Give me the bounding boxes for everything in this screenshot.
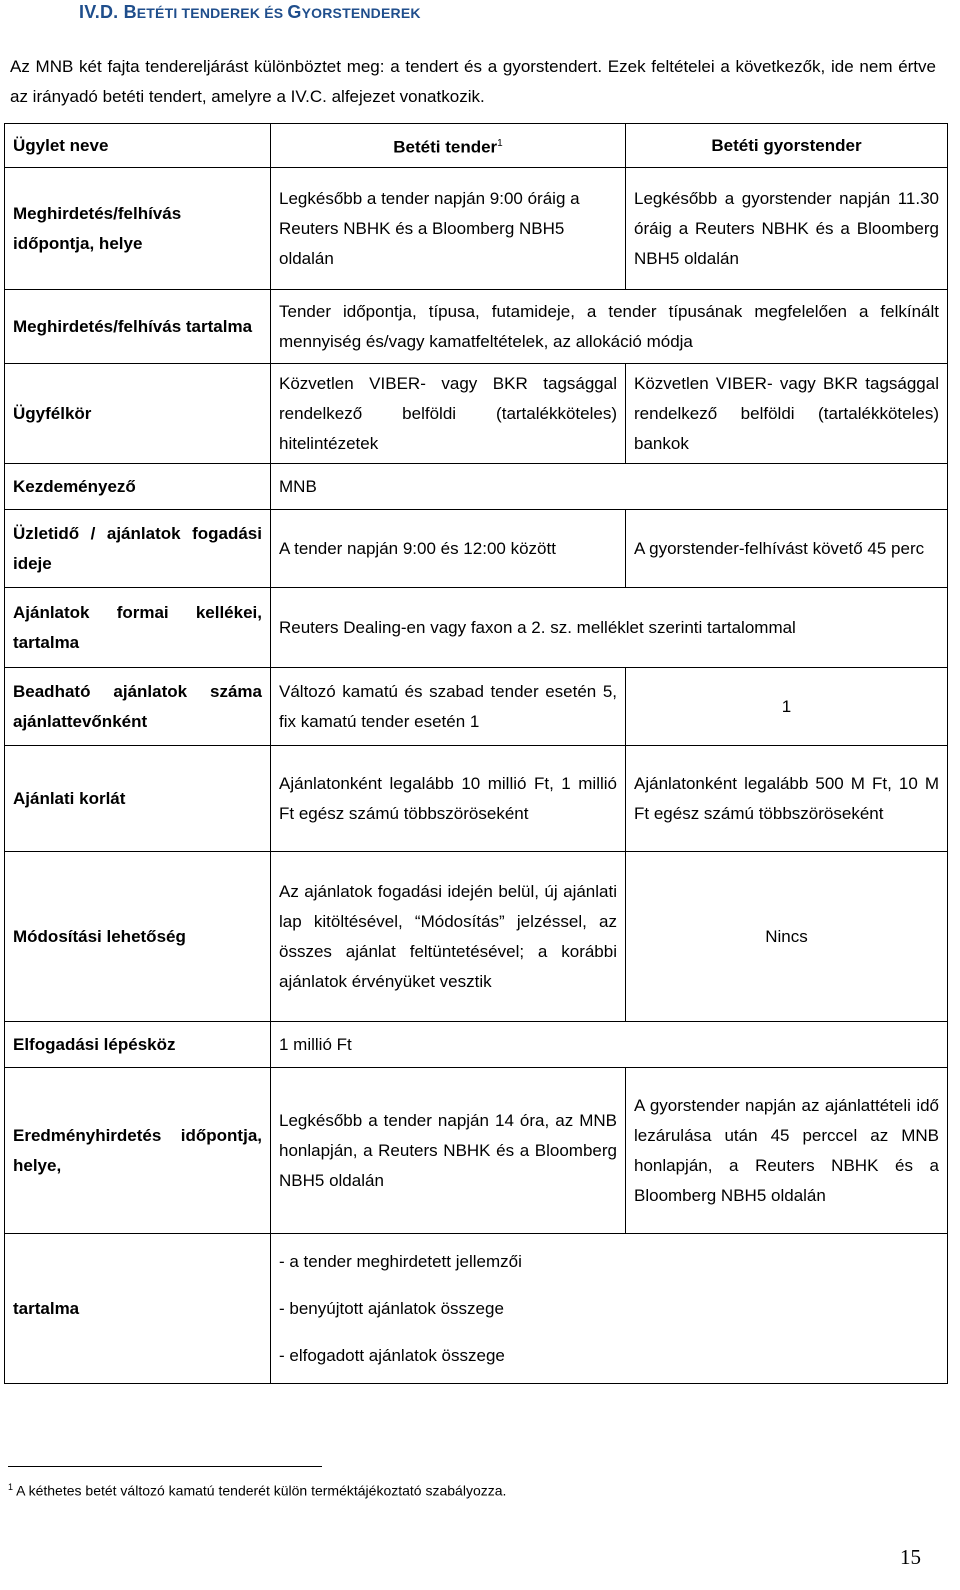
- header-ugylet-neve: Ügylet neve: [5, 124, 271, 168]
- list-item: - benyújtott ajánlatok összege: [279, 1299, 504, 1318]
- tender-cell: Legkésőbb a tender napján 9:00 óráig a Reuters NBHK és a Bloomberg NBH5 oldalán: [271, 168, 626, 290]
- table-row: [5, 1068, 948, 1234]
- gyorstender-cell: Legkésőbb a gyorstender napján 11.30 óráig a Reuters NBHK és a Bloomberg NBH5 oldalán: [626, 168, 948, 290]
- row-label: Üzletidő / ajánlatok fogadási ideje: [5, 510, 271, 588]
- gyorstender-cell: A gyorstender napján az ajánlattételi idő lezárulása után 45 perccel az MNB honlapján, a Reuters NBHK és a Bloomberg NBH5 oldalán: [626, 1068, 948, 1234]
- heading-cap-1: B: [123, 2, 137, 22]
- row-label: Ajánlati korlát: [5, 746, 271, 852]
- table-row: [5, 290, 948, 364]
- header-beteti-tender: [271, 124, 626, 168]
- row-label: tartalma: [5, 1234, 271, 1384]
- row-label: Kezdeményező: [5, 464, 271, 510]
- merged-cell: 1 millió Ft: [271, 1022, 948, 1068]
- section-heading: [79, 2, 421, 23]
- gyorstender-cell: Közvetlen VIBER- vagy BKR tagsággal rendelkező belföldi (tartalékköteles) bankok: [626, 364, 948, 464]
- footnote: [8, 1482, 506, 1499]
- table-row: [5, 588, 948, 668]
- tender-cell: A tender napján 9:00 és 12:00 között: [271, 510, 626, 588]
- table-row: [5, 1234, 948, 1384]
- tender-cell: Az ajánlatok fogadási idején belül, új ajánlati lap kitöltésével, “Módosítás” jelzéssel, az összes ajánlat feltüntetésével; a korábbi ajánlatok érvényüket vesztik: [271, 852, 626, 1022]
- list-item: - a tender meghirdetett jellemzői: [279, 1252, 522, 1271]
- row-label: Ügyfélkör: [5, 364, 271, 464]
- row-label: Beadható ajánlatok száma ajánlattevőnként: [5, 668, 271, 746]
- header-beteti-tender-text: Betéti tender: [393, 137, 498, 157]
- footnote-marker: 1: [8, 1482, 14, 1492]
- heading-rest-1: ETÉTI TENDEREK ÉS: [136, 5, 288, 21]
- merged-cell: Tender időpontja, típusa, futamideje, a tender típusának megfelelően a felkínált mennyiség és/vagy kamatfeltételek, az allokáció módja: [271, 290, 948, 364]
- header-beteti-gyorstender: Betéti gyorstender: [626, 124, 948, 168]
- table-row: [5, 464, 948, 510]
- table-row: [5, 364, 948, 464]
- page-number: 15: [900, 1545, 921, 1569]
- merged-cell: [271, 1234, 948, 1384]
- gyorstender-cell: A gyorstender-felhívást követő 45 perc: [626, 510, 948, 588]
- tender-cell: Legkésőbb a tender napján 14 óra, az MNB honlapján, a Reuters NBHK és a Bloomberg NBH5 oldalán: [271, 1068, 626, 1234]
- gyorstender-cell: Nincs: [626, 852, 948, 1022]
- gyorstender-cell: Ajánlatonként legalább 500 M Ft, 10 M Ft egész számú többszöröseként: [626, 746, 948, 852]
- row-label: Meghirdetés/felhívás időpontja, helye: [5, 168, 271, 290]
- merged-cell: Reuters Dealing-en vagy faxon a 2. sz. melléklet szerinti tartalommal: [271, 588, 948, 668]
- heading-rest-2: YORSTENDEREK: [301, 5, 421, 21]
- gyorstender-cell: 1: [626, 668, 948, 746]
- table-row: [5, 510, 948, 588]
- table-row: [5, 852, 948, 1022]
- tender-cell: Közvetlen VIBER- vagy BKR tagsággal rendelkező belföldi (tartalékköteles) hitelintézetek: [271, 364, 626, 464]
- table-row: [5, 168, 948, 290]
- tender-table: [4, 123, 948, 1384]
- table-row: [5, 746, 948, 852]
- table-header-row: [5, 124, 948, 168]
- tender-cell: Változó kamatú és szabad tender esetén 5, fix kamatú tender esetén 1: [271, 668, 626, 746]
- row-label: Elfogadási lépésköz: [5, 1022, 271, 1068]
- table-row: [5, 668, 948, 746]
- footnote-separator: [8, 1466, 322, 1467]
- intro-paragraph: Az MNB két fajta tendereljárást különböztet meg: a tendert és a gyorstendert. Ezek feltételei a következők, ide nem értve az irányadó betéti tendert, amelyre a IV.C. alfejezet vonatkozik.: [10, 57, 936, 106]
- row-label: Eredményhirdetés időpontja, helye,: [5, 1068, 271, 1234]
- merged-cell: MNB: [271, 464, 948, 510]
- list-item: - elfogadott ajánlatok összege: [279, 1346, 505, 1365]
- row-label: Meghirdetés/felhívás tartalma: [5, 290, 271, 364]
- row-label: Módosítási lehetőség: [5, 852, 271, 1022]
- footnote-ref: 1: [497, 137, 503, 149]
- tender-cell: Ajánlatonként legalább 10 millió Ft, 1 millió Ft egész számú többszöröseként: [271, 746, 626, 852]
- row-label: Ajánlatok formai kellékei, tartalma: [5, 588, 271, 668]
- table-row: [5, 1022, 948, 1068]
- heading-cap-2: G: [287, 2, 302, 22]
- footnote-text: A kéthetes betét változó kamatú tenderét külön terméktájékoztató szabályozza.: [13, 1482, 507, 1499]
- section-number: IV.D.: [79, 2, 119, 22]
